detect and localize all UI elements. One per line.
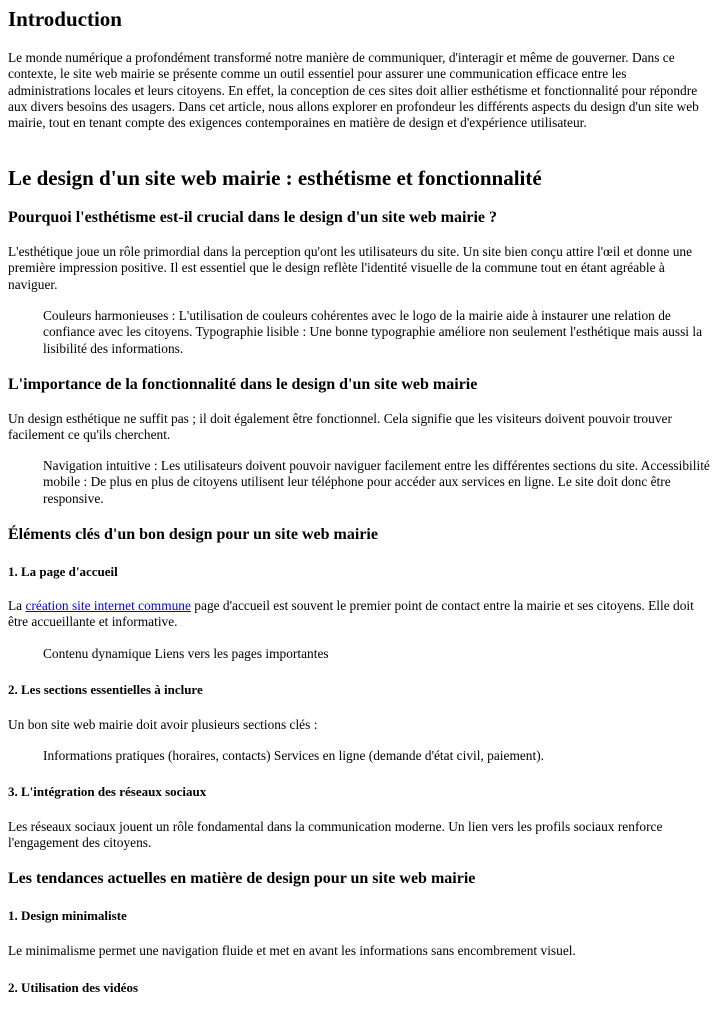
homepage-paragraph bbox=[8, 598, 712, 631]
design-heading: Le design d'un site web mairie : esthétisme et fonctionnalité bbox=[8, 166, 542, 190]
homepage-text-after-link: page d'accueil est souvent le premier point de contact entre la mairie et ses citoyens. Elle doit être accueillante et informative. bbox=[8, 598, 694, 630]
functionality-list: Navigation intuitive : Les utilisateurs doivent pouvoir naviguer facilement entre les différentes sections du site. Accessibilité mobile : De plus en plus de citoyens utilisent leur téléphone pour accéder aux services en ligne. Le site doit donc être responsive. bbox=[43, 458, 710, 506]
homepage-list: Contenu dynamique Liens vers les pages importantes bbox=[43, 646, 329, 661]
homepage-heading: 1. La page d'accueil bbox=[8, 564, 118, 579]
aesthetics-paragraph: L'esthétique joue un rôle primordial dans la perception qu'ont les utilisateurs du site. Un site bien conçu attire l'œil et donne une première impression positive. Il est essentiel que le design reflète l'identité visuelle de la commune tout en étant agréable à naviguer. bbox=[8, 244, 693, 292]
aesthetics-list: Couleurs harmonieuses : L'utilisation de couleurs cohérentes avec le logo de la mairie aide à instaurer une relation de confiance avec les citoyens. Typographie lisible : Une bonne typographie améliore non seulement l'esthétique mais aussi la lisibilité des informations. bbox=[43, 308, 703, 356]
aesthetics-heading: Pourquoi l'esthétisme est-il crucial dans le design d'un site web mairie ? bbox=[8, 209, 498, 226]
intro-heading: Introduction bbox=[8, 7, 122, 31]
key-elements-heading: Éléments clés d'un bon design pour un site web mairie bbox=[8, 526, 378, 543]
social-heading: 3. L'intégration des réseaux sociaux bbox=[8, 784, 207, 799]
functionality-paragraph: Un design esthétique ne suffit pas ; il doit également être fonctionnel. Cela signifie que les visiteurs doivent pouvoir trouver facilement ce qu'ils cherchent. bbox=[8, 411, 672, 443]
sections-paragraph: Un bon site web mairie doit avoir plusieurs sections clés : bbox=[8, 717, 318, 732]
minimalism-paragraph: Le minimalisme permet une navigation fluide et met en avant les informations sans encombrement visuel. bbox=[8, 943, 576, 958]
minimalism-heading: 1. Design minimaliste bbox=[8, 908, 127, 923]
sections-list: Informations pratiques (horaires, contacts) Services en ligne (demande d'état civil, paiement). bbox=[43, 748, 545, 763]
functionality-heading: L'importance de la fonctionnalité dans le design d'un site web mairie bbox=[8, 376, 478, 393]
social-paragraph: Les réseaux sociaux jouent un rôle fondamental dans la communication moderne. Un lien vers les profils sociaux renforce l'engagement des citoyens. bbox=[8, 819, 663, 851]
sections-heading: 2. Les sections essentielles à inclure bbox=[8, 682, 203, 697]
trends-heading: Les tendances actuelles en matière de design pour un site web mairie bbox=[8, 870, 476, 887]
intro-paragraph: Le monde numérique a profondément transformé notre manière de communiquer, d'interagir et même de gouverner. Dans ce contexte, le site web mairie se présente comme un outil essentiel pour assurer une communication efficace entre les administrations locales et leurs citoyens. En effet, la conception de ces sites doit allier esthétisme et fonctionnalité pour répondre aux divers besoins des usagers. Dans cet article, nous allons explorer en profondeur les différents aspects du design d'un site web mairie, tout en tenant compte des exigences contemporaines en matière de design et d'expérience utilisateur. bbox=[8, 50, 699, 131]
homepage-text-before-link: La bbox=[8, 598, 26, 613]
videos-heading: 2. Utilisation des vidéos bbox=[8, 980, 139, 995]
creation-site-internet-commune-link[interactable]: création site internet commune bbox=[25, 598, 191, 613]
